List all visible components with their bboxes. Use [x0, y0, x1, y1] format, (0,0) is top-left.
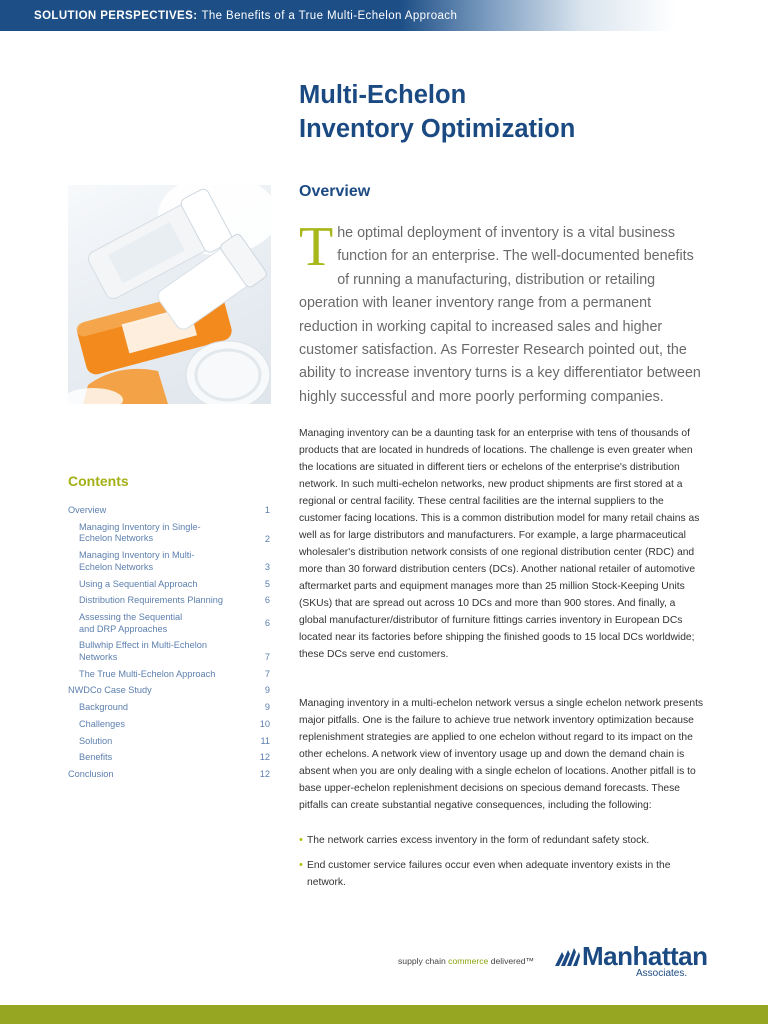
toc-entry-label: Conclusion [68, 768, 114, 779]
toc-entry-assessing[interactable] [68, 612, 270, 635]
brand-tagline [398, 956, 534, 966]
toc-entry-page: 11 [260, 735, 270, 746]
toc-entry-page: 12 [259, 768, 270, 779]
banner-series-label: SOLUTION PERSPECTIVES: [34, 9, 198, 22]
toc-entry-sequential[interactable] [68, 579, 270, 591]
toc-entry-page: 1 [264, 505, 270, 515]
toc-entry-page: 2 [264, 533, 270, 544]
toc-entry-conclusion[interactable] [68, 769, 270, 781]
toc-entry-label: Bullwhip Effect in Multi-Echelon Networks [79, 640, 208, 663]
toc-entry-page: 12 [259, 752, 270, 763]
toc-entry-page: 6 [264, 617, 270, 628]
list-item-text: The network carries excess inventory in the form of redundant safety stock. [307, 835, 650, 846]
toc-entry-page: 6 [264, 595, 270, 606]
toc-entry-label: Managing Inventory in Multi-Echelon Networks [79, 550, 195, 572]
tagline-part: delivered™ [490, 956, 535, 966]
toc-entry-label: Benefits [79, 752, 113, 763]
toc-entry-page: 3 [264, 562, 270, 573]
toc-entry-page: 9 [264, 702, 270, 713]
manhattan-logo-icon [553, 946, 581, 968]
header-banner [0, 0, 768, 31]
footer-bar [0, 1005, 768, 1024]
body-paragraph-2: Managing inventory in a multi-echelon network versus a single echelon network presents major pitfalls. One is the failure to achieve true network inventory optimization because replenishment strategies are applied to one echelon without regard to its impact on the other echelons. A network view of inventory usage up and down the demand chain is absent when you are only dealing with a single echelon of locations. Another pitfall is to base upper-echelon replenishment decisions on specious demand forecasts. These pitfalls can create substantial negative consequences, including the following: [299, 698, 704, 811]
toc-entry-background[interactable] [68, 702, 270, 714]
toc-entry-drp[interactable] [68, 595, 270, 607]
title-line-2: Inventory Optimization [299, 115, 576, 143]
body-paragraph-1: Managing inventory can be a daunting task for an enterprise with tens of thousands of products that are located in hundreds of locations. The challenge is even greater when the locations are situated in different tiers or echelons of the enterprise's distribution network. In such multi-echelon networks, new product shipments are first stored at a regional or central facility. These central facilities are the internal suppliers to the customer facing locations. This is a common distribution model for many retail chains as well as for large distributors and manufacturers. For example, a large pharmaceutical wholesaler's distribution network consists of one regional distribution center (RDC) and more than 30 forward distribution centers (DCs). Another national retailer of automotive aftermarket parts and equipment manages more than 25 million Stock-Keeping Units (SKUs) that are spread out across 10 DCs and more than 900 stores. And finally, a global manufacturer/distributor of furniture fittings carries inventory in European DCs located near its factories before shipping the finished goods to 15 local DCs worldwide; these DCs serve end customers. [299, 428, 700, 660]
toc-entry-label: NWDCo Case Study [68, 685, 152, 696]
toc-entry-true-multi-echelon[interactable] [68, 669, 270, 681]
banner-title: The Benefits of a True Multi-Echelon Approach [201, 9, 458, 22]
toc-entry-page: 7 [264, 652, 270, 663]
bullet-icon: • [299, 834, 303, 846]
bullet-icon: • [299, 859, 303, 871]
document-title [299, 78, 739, 146]
toc-entry-label: Challenges [79, 718, 125, 729]
drop-cap: T [299, 216, 334, 278]
intro-text-body: he optimal deployment of inventory is a vital business function for an enterprise. The well-documented benefits of running a manufacturing, distribution or retailing operation with leaner inventory range from a permanent reduction in working capital to increased sales and higher customer satisfaction. As Forrester Research pointed out, the ability to increase inventory turns is a key differentiator between highly successful and more poorly performing companies. [299, 225, 701, 405]
toc-entry-label: Assessing the Sequential and DRP Approaches [79, 611, 183, 634]
brand-footer [398, 941, 708, 984]
intro-paragraph [299, 216, 704, 409]
toc-entry-challenges[interactable] [68, 719, 270, 731]
table-of-contents [68, 505, 270, 786]
pitfall-list [299, 832, 704, 899]
toc-entry-label: Using a Sequential Approach [79, 578, 198, 589]
pill-bottles-illustration [68, 185, 271, 404]
toc-entry-benefits[interactable] [68, 752, 270, 764]
toc-entry-label: The True Multi-Echelon Approach [79, 668, 216, 679]
overview-heading: Overview [299, 183, 371, 200]
toc-entry-single-echelon[interactable] [68, 522, 270, 545]
toc-entry-page: 9 [264, 685, 270, 696]
list-item [299, 857, 704, 891]
toc-entry-solution[interactable] [68, 736, 270, 748]
brand-name: Manhattan [582, 941, 708, 971]
tagline-part: supply chain [398, 956, 446, 966]
toc-entry-label: Managing Inventory in Single-Echelon Networks [79, 521, 201, 544]
brand-subname: Associates. [636, 968, 688, 979]
toc-entry-multi-echelon[interactable] [68, 550, 270, 573]
tagline-accent: commerce [448, 956, 489, 966]
toc-entry-case-study[interactable] [68, 685, 270, 697]
toc-entry-page: 10 [259, 718, 270, 729]
toc-entry-label: Overview [68, 505, 107, 515]
list-item-text: End customer service failures occur even when adequate inventory exists in the network. [307, 860, 671, 888]
pill-bottles-photo [68, 185, 271, 404]
toc-entry-overview[interactable] [68, 505, 270, 517]
toc-entry-page: 7 [264, 668, 270, 679]
list-item [299, 832, 704, 849]
contents-heading: Contents [68, 473, 129, 489]
toc-entry-label: Solution [79, 735, 113, 746]
toc-entry-bullwhip[interactable] [68, 640, 270, 663]
toc-entry-label: Background [79, 702, 129, 713]
title-line-1: Multi-Echelon [299, 81, 467, 109]
toc-entry-label: Distribution Requirements Planning [79, 595, 224, 606]
toc-entry-page: 5 [264, 578, 270, 589]
